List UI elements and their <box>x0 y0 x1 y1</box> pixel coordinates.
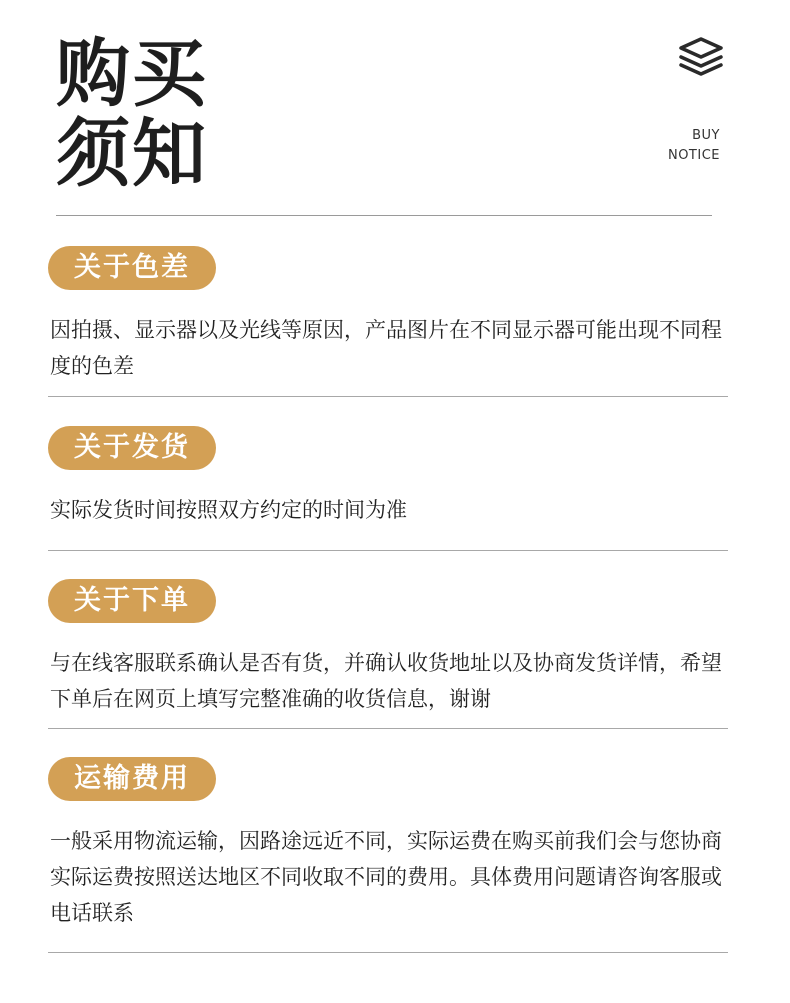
section-divider <box>48 728 728 729</box>
section-divider <box>48 550 728 551</box>
section-label-pill: 关于色差 <box>48 246 216 290</box>
section-label-pill: 运输费用 <box>48 757 216 801</box>
page-title-line-1: 购买 <box>56 31 208 117</box>
section-label-pill: 关于发货 <box>48 426 216 470</box>
section-body-text: 一般采用物流运输，因路途远近不同，实际运费在购买前我们会与您协商实际运费按照送达地区不同收取不同的费用。具体费用问题请咨询客服或电话联系 <box>50 829 722 925</box>
english-title-line-2: NOTICE <box>667 148 720 163</box>
section-body-text: 因拍摄、显示器以及光线等原因，产品图片在不同显示器可能出现不同程度的色差 <box>50 318 722 378</box>
section-divider <box>48 396 728 397</box>
header-divider <box>56 215 712 216</box>
section-body-text: 实际发货时间按照双方约定的时间为准 <box>50 498 407 522</box>
english-title-line-1: BUY <box>692 128 720 143</box>
layers-stack-icon <box>676 36 726 82</box>
page-title-line-2: 须知 <box>56 111 208 197</box>
section-body-text: 与在线客服联系确认是否有货，并确认收货地址以及协商发货详情，希望下单后在网页上填写完整准确的收货信息，谢谢 <box>50 651 722 711</box>
section-label-pill: 关于下单 <box>48 579 216 623</box>
section-divider <box>48 952 728 953</box>
